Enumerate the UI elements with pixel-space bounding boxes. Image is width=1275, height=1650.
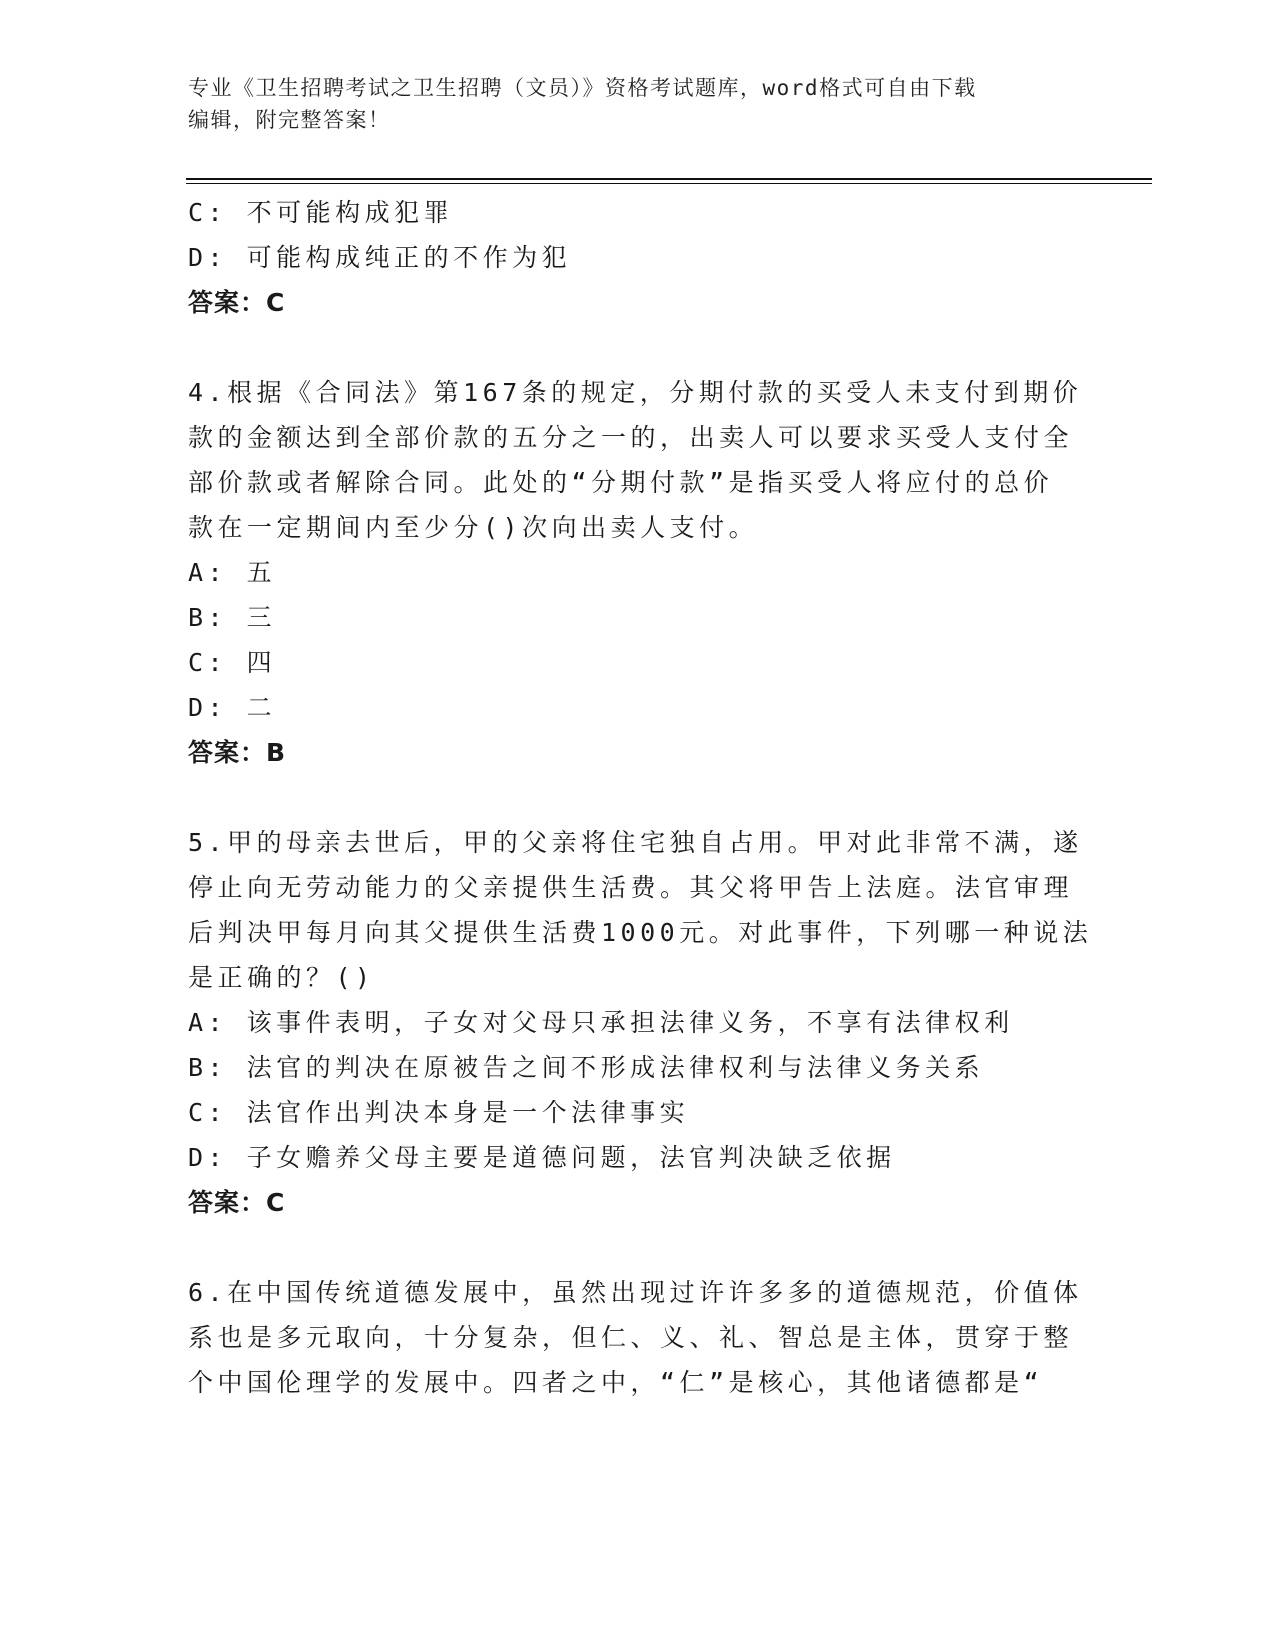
- option-d: D: 可能构成纯正的不作为犯: [188, 243, 572, 272]
- question-stem-line: 4.根据《合同法》第167条的规定，分期付款的买受人未支付到期价: [188, 378, 1083, 407]
- header-rule-thick: [186, 178, 1152, 180]
- option-a: A: 该事件表明，子女对父母只承担法律义务，不享有法律权利: [188, 1008, 1014, 1037]
- question-4: [188, 370, 1088, 775]
- header-rule-thin: [186, 183, 1152, 184]
- option-c: C: 法官作出判决本身是一个法律事实: [188, 1098, 690, 1127]
- prev-question-tail: [188, 190, 1088, 325]
- question-stem-line: 部价款或者解除合同。此处的“分期付款”是指买受人将应付的总价: [188, 468, 1054, 497]
- option-d: D: 二: [188, 693, 277, 722]
- question-stem-line: 后判决甲每月向其父提供生活费1000元。对此事件，下列哪一种说法: [188, 918, 1093, 947]
- question-stem-line: 款的金额达到全部价款的五分之一的，出卖人可以要求买受人支付全: [188, 423, 1074, 452]
- question-stem-line: 6.在中国传统道德发展中，虽然出现过许许多多的道德规范，价值体: [188, 1278, 1083, 1307]
- question-6: [188, 1270, 1088, 1405]
- answer-line: 答案：B: [188, 738, 287, 767]
- question-stem-line: 5.甲的母亲去世后，甲的父亲将住宅独自占用。甲对此非常不满，遂: [188, 828, 1083, 857]
- spacer: [188, 1225, 1088, 1270]
- page-header: [188, 72, 1068, 136]
- option-b: B: 法官的判决在原被告之间不形成法律权利与法律义务关系: [188, 1053, 985, 1082]
- document-body: [188, 190, 1093, 1405]
- question-stem-line: 是正确的？(): [188, 963, 375, 992]
- spacer: [188, 775, 1088, 820]
- question-5: [188, 820, 1093, 1225]
- question-stem-line: 个中国伦理学的发展中。四者之中，“仁”是核心，其他诸德都是“: [188, 1368, 1044, 1397]
- header-line-1: 专业《卫生招聘考试之卫生招聘（文员）》资格考试题库，word格式可自由下载: [188, 76, 977, 100]
- option-b: B: 三: [188, 603, 277, 632]
- option-d: D: 子女赡养父母主要是道德问题，法官判决缺乏依据: [188, 1143, 896, 1172]
- spacer: [188, 325, 1088, 370]
- answer-line: 答案：C: [188, 1188, 286, 1217]
- question-stem-line: 停止向无劳动能力的父亲提供生活费。其父将甲告上法庭。法官审理: [188, 873, 1074, 902]
- question-stem-line: 系也是多元取向，十分复杂，但仁、义、礼、智总是主体，贯穿于整: [188, 1323, 1074, 1352]
- option-a: A: 五: [188, 558, 277, 587]
- header-line-2: 编辑，附完整答案！: [188, 108, 391, 132]
- option-c: C: 四: [188, 648, 277, 677]
- answer-line: 答案：C: [188, 288, 286, 317]
- option-c: C: 不可能构成犯罪: [188, 198, 454, 227]
- question-stem-line: 款在一定期间内至少分()次向出卖人支付。: [188, 513, 759, 542]
